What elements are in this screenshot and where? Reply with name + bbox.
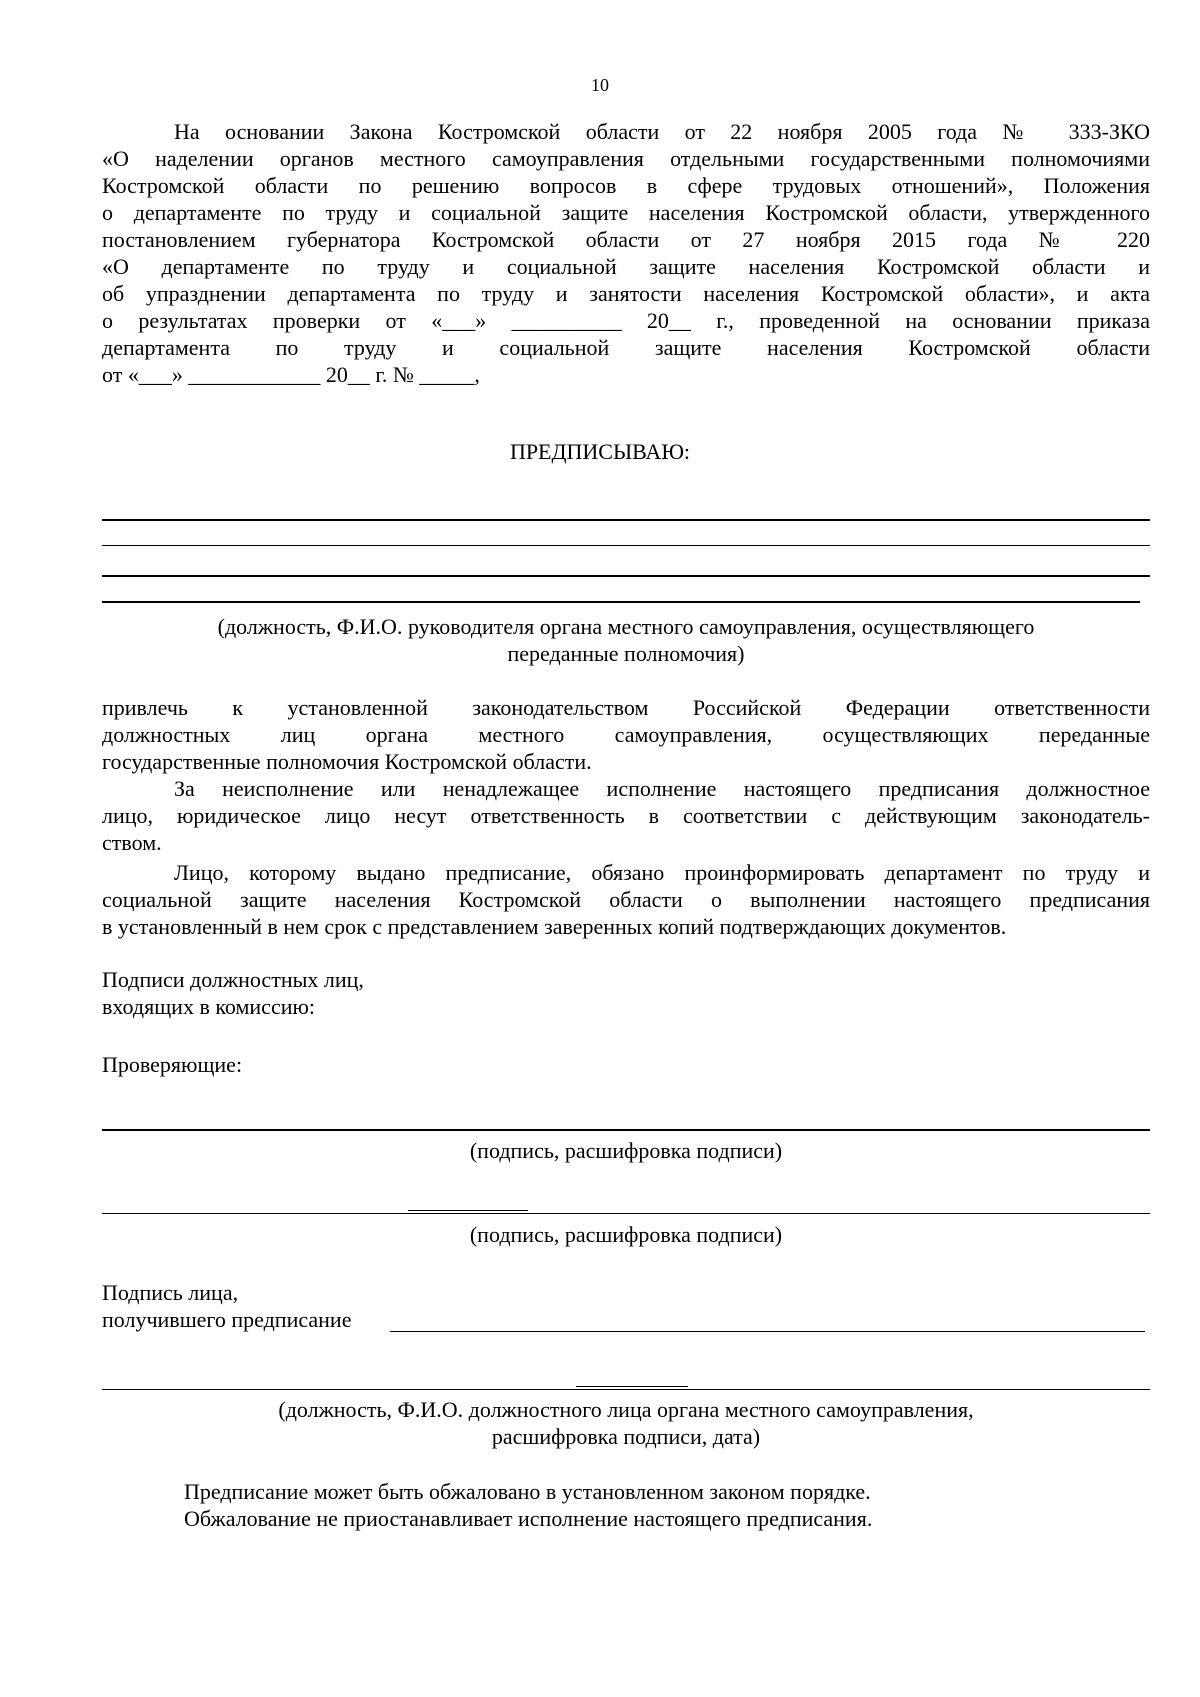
intro-line: «О наделении органов местного самоуправления отдельными государственными полномочиями bbox=[102, 146, 1150, 171]
recipient-caption-line: (должность, Ф.И.О. должностного лица органа местного самоуправления, bbox=[278, 1397, 974, 1422]
intro-paragraph bbox=[102, 118, 1150, 388]
intro-line: от «___» ____________ 20__ г. № _____, bbox=[102, 362, 480, 387]
action-line: привлечь к установленной законодательством Российской Федерации ответственности bbox=[102, 695, 1150, 720]
signature-line[interactable] bbox=[102, 1129, 1150, 1131]
appeal-note bbox=[184, 1478, 1150, 1532]
intro-line: «О департаменте по труду и социальной защите населения Костромской области и bbox=[102, 254, 1150, 279]
signature-caption: (подпись, расшифровка подписи) bbox=[469, 1222, 783, 1247]
action-line: должностных лиц органа местного самоуправления, осуществляющих переданные bbox=[102, 722, 1150, 747]
signature-line-short bbox=[576, 1386, 688, 1387]
fill-line[interactable] bbox=[102, 601, 1140, 603]
fill-line[interactable] bbox=[102, 519, 1150, 521]
fill-line[interactable] bbox=[102, 575, 1150, 577]
notify-line: Лицо, которому выдано предписание, обязано проинформировать департамент по труду и bbox=[174, 860, 1150, 885]
officials-line: Подписи должностных лиц, bbox=[102, 967, 364, 992]
recipient-line: Подпись лица, bbox=[102, 1280, 239, 1305]
intro-line: департамента по труду и социальной защите населения Костромской области bbox=[102, 335, 1150, 360]
officials-label bbox=[102, 966, 1150, 1020]
inspectors-label: Проверяющие: bbox=[102, 1052, 243, 1077]
official-caption bbox=[102, 613, 1150, 667]
notify-line: в установленный в нем срок с представлением заверенных копий подтверждающих документов. bbox=[102, 914, 1007, 939]
signature-line-short bbox=[408, 1210, 528, 1211]
intro-line: о результатах проверки от «___» __________ 20__ г., проведенной на основании приказа bbox=[102, 308, 1150, 333]
recipient-label bbox=[102, 1279, 1150, 1333]
action-line: государственные полномочия Костромской области. bbox=[102, 749, 592, 774]
page-number: 10 bbox=[591, 75, 609, 95]
intro-line: Костромской области по решению вопросов в сфере трудовых отношений», Положения bbox=[102, 173, 1150, 198]
notify-paragraph bbox=[102, 859, 1150, 940]
action-paragraph bbox=[102, 694, 1150, 775]
caption-line: (должность, Ф.И.О. руководителя органа местного самоуправления, осуществляющего bbox=[217, 614, 1035, 639]
intro-line: о департаменте по труду и социальной защите населения Костромской области, утвержденного bbox=[102, 200, 1150, 225]
appeal-line: Обжалование не приостанавливает исполнение настоящего предписания. bbox=[184, 1506, 873, 1531]
recipient-line: получившего предписание bbox=[102, 1307, 352, 1332]
caption-line: переданные полномочия) bbox=[507, 641, 745, 666]
intro-line: постановлением губернатора Костромской области от 27 ноября 2015 года № 220 bbox=[102, 227, 1150, 252]
recipient-caption bbox=[102, 1396, 1150, 1450]
appeal-line: Предписание может быть обжаловано в установленном законом порядке. bbox=[184, 1479, 871, 1504]
signature-line[interactable] bbox=[102, 1213, 1150, 1214]
recipient-signature-line[interactable] bbox=[390, 1331, 1145, 1332]
signature-caption: (подпись, расшифровка подписи) bbox=[469, 1138, 783, 1163]
notify-line: социальной защите населения Костромской области о выполнении настоящего предписания bbox=[102, 887, 1150, 912]
liability-line: За неисполнение или ненадлежащее исполнение настоящего предписания должностное bbox=[174, 776, 1150, 801]
signature-line[interactable] bbox=[102, 1389, 1150, 1390]
intro-line: На основании Закона Костромской области от 22 ноября 2005 года № 333-ЗКО bbox=[174, 119, 1150, 144]
officials-line: входящих в комиссию: bbox=[102, 994, 316, 1019]
liability-paragraph bbox=[102, 775, 1150, 856]
document-heading: ПРЕДПИСЫВАЮ: bbox=[509, 439, 691, 464]
liability-line: ством. bbox=[102, 830, 162, 855]
recipient-caption-line: расшифровка подписи, дата) bbox=[491, 1424, 761, 1449]
intro-line: об упразднении департамента по труду и занятости населения Костромской области», и акта bbox=[102, 281, 1150, 306]
liability-line: лицо, юридическое лицо несут ответственность в соответствии с действующим законодатель- bbox=[102, 803, 1150, 828]
fill-line[interactable] bbox=[102, 545, 1150, 546]
